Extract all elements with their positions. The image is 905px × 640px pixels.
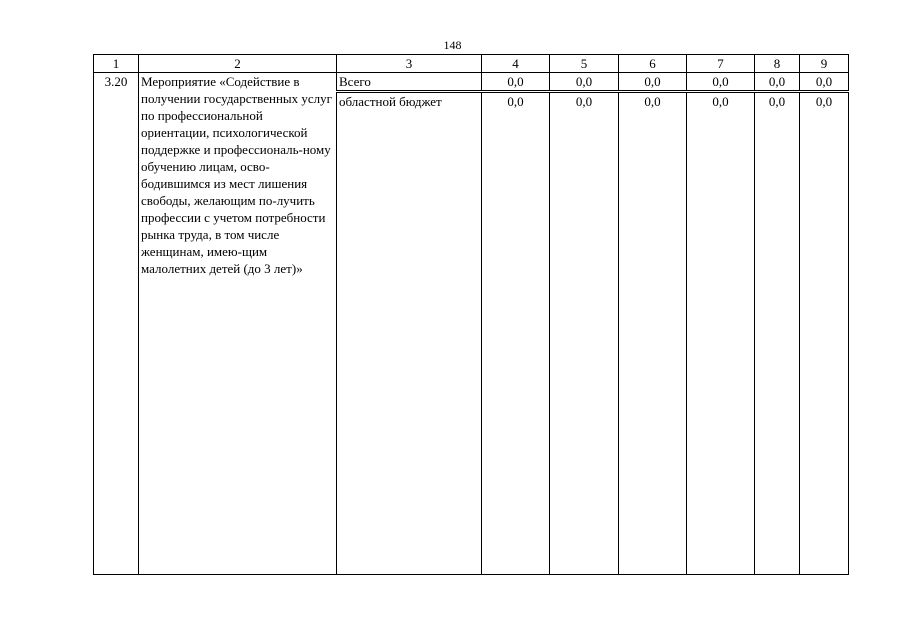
column-header-2: 2 bbox=[139, 55, 337, 73]
source-regional-budget-label: областной бюджет bbox=[337, 92, 482, 575]
row-description: Мероприятие «Содействие в получении государственных услуг по профессиональной ориентации, психологической поддержке и профессиональ-ному обучению лицам, осво-бодившимся из мест лишения свободы, желающим по-лучить профессии с учетом потребности рынка труда, в том числе женщинам, имею-щим малолетних детей (до 3 лет)» bbox=[139, 73, 337, 575]
column-header-9: 9 bbox=[800, 55, 849, 73]
source-total-label: Всего bbox=[337, 73, 482, 92]
column-header-4: 4 bbox=[482, 55, 550, 73]
row-id: 3.20 bbox=[94, 73, 139, 575]
total-value-5: 0,0 bbox=[550, 73, 619, 92]
column-header-7: 7 bbox=[687, 55, 755, 73]
regional-value-5: 0,0 bbox=[550, 92, 619, 575]
column-number-row bbox=[94, 55, 849, 73]
regional-value-6: 0,0 bbox=[619, 92, 687, 575]
page-number: 148 bbox=[443, 38, 462, 52]
column-header-6: 6 bbox=[619, 55, 687, 73]
column-header-5: 5 bbox=[550, 55, 619, 73]
regional-value-4: 0,0 bbox=[482, 92, 550, 575]
column-header-3: 3 bbox=[337, 55, 482, 73]
regional-value-7: 0,0 bbox=[687, 92, 755, 575]
column-header-1: 1 bbox=[94, 55, 139, 73]
total-value-8: 0,0 bbox=[755, 73, 800, 92]
regional-value-8: 0,0 bbox=[755, 92, 800, 575]
total-value-9: 0,0 bbox=[800, 73, 849, 92]
column-header-8: 8 bbox=[755, 55, 800, 73]
budget-table bbox=[93, 54, 849, 575]
table-row-total bbox=[94, 73, 849, 92]
total-value-6: 0,0 bbox=[619, 73, 687, 92]
total-value-7: 0,0 bbox=[687, 73, 755, 92]
total-value-4: 0,0 bbox=[482, 73, 550, 92]
regional-value-9: 0,0 bbox=[800, 92, 849, 575]
